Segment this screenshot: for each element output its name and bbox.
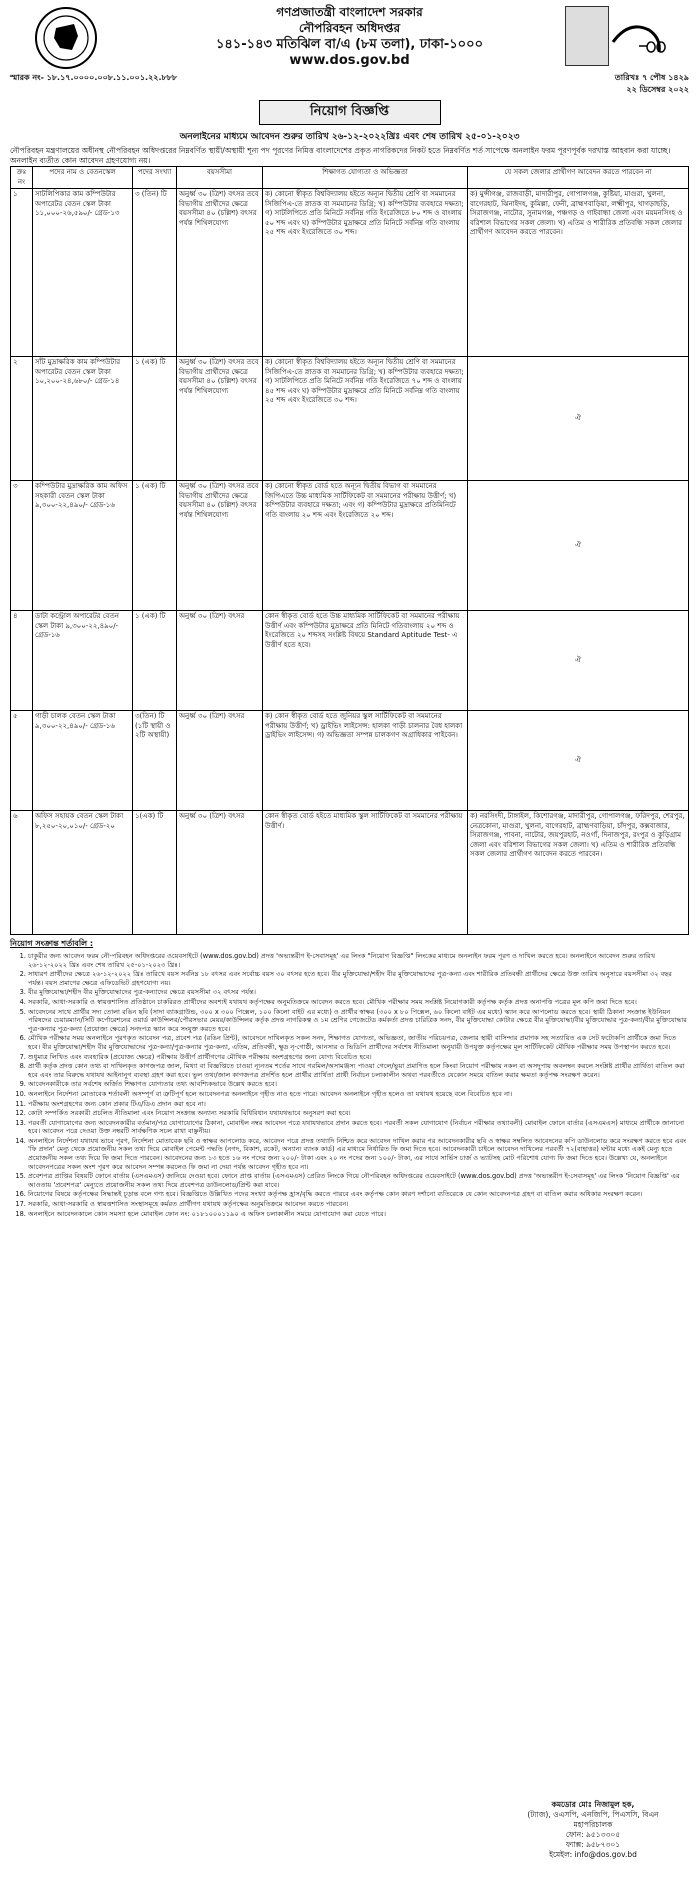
row-serial: ৪ (11, 611, 33, 711)
row-count: ১ (এক) টি (133, 481, 177, 611)
table-header-row (11, 167, 689, 189)
col-districts: যে সকল জেলার প্রার্থীগণ আবেদন করতে পারবেন না (468, 167, 689, 189)
condition-item: 6. মৌখিক পরীক্ষার সময় অনলাইনে পূরণকৃত আবেদন পত্র, প্রবেশ পত্র (রঙিন প্রিন্ট), আবেদনে দাখিলকৃত সকল সনদ, শিক্ষাগত যোগ্যতা, অভিজ্ঞতা, জাতীয় পরিচয়পত্র, জেলার স্থায়ী বাসিন্দার প্রমাণক সহ সত্যায়িত এক সেট ফটোকপি প্রার্থীকে জমা দিতে হবে। বীর মুক্তিযোদ্ধা/শহীদ বীর মুক্তিযোদ্ধাদের পুত্র-কন্যা/পুত্র-কন্যার পুত্র-কন্যা, এতিম, প্রতিবন্ধী, ক্ষুদ্র নৃ-গোষ্ঠী, আনসার ও ভিডিপি প্রার্থীদের সর্বশেষ নীতিমালা অনুযায়ী উপযুক্ত কর্তৃপক্ষের মূল সার্টিফিকেট মৌখিক পরীক্ষার সময় উপস্থাপন করতে হবে। (28, 1034, 689, 1051)
signatory-phone: ফোন: ৯৫১৩৩০৫ (565, 1830, 621, 1839)
row-serial: ২ (11, 357, 33, 481)
condition-item: 8. প্রার্থী কর্তৃক প্রদত্ত কোন তথ্য বা দাখিলকৃত কাগজপত্র জাল, মিথ্যা বা বিজ্ঞপ্তিতে চাওয়া ন্যূনতম শর্তের সাথে গরমিল/অসামঞ্জস্য পাওয়া গেলে/ভুয়া প্রমাণিত হলে কিংবা নিয়োগ পরীক্ষায় নকল বা অসদুপায় অবলম্বন করলে সংশ্লিষ্ট প্রার্থীর প্রার্থিতা বাতিল করা হবে এবং তার বিরুদ্ধে যথাযথ আইনানুগ ব্যবস্থা গ্রহণ করা হবে। ভুল তথ্য/জাল কাগজপত্র প্রদর্শিত হলে প্রার্থীর প্রার্থিতা প্রার্থী নির্বাচন চলাকালীন অথবা পরবর্তীতে যেকোন সময়ে বাতিল করার ক্ষমতা কর্তৃপক্ষ সংরক্ষণ করেন। (28, 1062, 689, 1079)
col-serial: ক্রঃ নং (11, 167, 33, 189)
row-districts: ক) মুন্সীগঞ্জ, রাজবাড়ী, মাদারীপুর, গোপালগঞ্জ, কুষ্টিয়া, মাগুরা, খুলনা, বাগেরহাট, ঝিনাইদহ, কুমিল্লা, ফেনী, ব্রাহ্মণবাড়িয়া, লক্ষ্মীপুর, খাগড়াছড়ি, সিরাজগঞ্জ, নাটোর, সুনামগঞ্জ, পঞ্চগড় ও গাইবান্ধা জেলা এবং ময়মনসিংহ ও বরিশাল বিভাগের সকল জেলা। খ) এতিম ও শারীরিক প্রতিবন্ধি সকল জেলার প্রার্থীগণ আবেদন করতে পারবেন। (468, 189, 689, 357)
letterhead (10, 4, 689, 70)
department-address: ১৪১-১৪৩ মতিঝিল বা/এ (৮ম তলা), ঢাকা-১০০০ (215, 37, 484, 52)
signature-block (503, 1800, 683, 1860)
row-education: ক) কোনো স্বীকৃত বিশ্ববিদ্যালয় হইতে অন্যূন দ্বিতীয় শ্রেণি বা সমমানের সিজিপিএ-তে স্নাতক বা সমমানের ডিগ্রি; খ) কম্পিউটার ব্যবহারে দক্ষতা; গ) সাটলিপিতে প্রতি মিনিটে সর্বনিম্ন গতি ইংরেজিতে ৮০ শব্দ ও বাংলায় ৫০ শব্দ এবং ঘ) কম্পিউটার মুদ্রাক্ষরে প্রতি মিনিটে সর্বনিম্ন গতি বাংলায় ২৫ শব্দ এবং ইংরেজিতে ৩০ শব্দ। (263, 189, 468, 357)
row-districts: ঐ (468, 711, 689, 811)
memo-number: স্মারক নং- ১৮.১৭.০০০০.০০৮.১১.০০১.২২.৮৮৮ (10, 73, 178, 82)
conditions-title: নিয়োগ সংক্রান্ত শর্তাবলি : (10, 939, 94, 948)
condition-item: 4. সরকারি, আধা-সরকারি ও স্বায়ত্তশাসিত প্রতিষ্ঠানে চাকরিরত প্রার্থীদের অবশ্যই যথাযথ কর্তৃপক্ষের অনুমতিক্রমে আবেদন করতে হবে। মৌখিক পরীক্ষার সময় সংশ্লিষ্ট নিয়োগকারী কর্তৃপক্ষ কর্তৃক প্রদত্ত অনাপত্তি পত্রের মূল কপি জমা দিতে হবে। (28, 998, 689, 1007)
row-age: অনুর্ধ্ব ৩০ (ত্রিশ) বৎসর (177, 611, 263, 711)
signatory-name: কমডোর মোঃ নিজামুল হক, (551, 1800, 635, 1809)
row-serial: ১ (11, 189, 33, 357)
row-post: সাটলিপিকার কাম কম্পিউটার অপারেটর বেতন স্কেল টাকা ১১,০০০-২৬,৫৯০/- গ্রেড-১৩ (33, 189, 133, 357)
row-post: কম্পিউটার মুদ্রাক্ষরিক কাম অফিস সহকারী বেতন স্কেল টাকা ৯,৩০০-২২,৪৯০/- গ্রেড-১৬ (33, 481, 133, 611)
condition-item: 9. আবেদনকারীকে তার সর্বশেষ অর্জিত শিক্ষাগত যোগ্যতার তথ্য আবশ্যিকভাবে উল্লেখ করতে হবে। (28, 1080, 689, 1089)
row-count: ১(এক) টি (133, 811, 177, 935)
row-education: কোন স্বীকৃত বোর্ড হতে উচ্চ মাধ্যমিক সার্টিফিকেট বা সমমানের পরীক্ষায় উত্তীর্ণ এবং কম্পিউটার মুদ্রাক্ষরে প্রতি মিনিটে গতিবাংলায় ২০ শব্দ ও ইংরেজিতে ২০ শব্দসহ সংশ্লিষ্ট বিষয়ে Standard Aptitude Test- এ উত্তীর্ণ হতে হবে। (263, 611, 468, 711)
condition-item: 13. পরবর্তী যোগাযোগের জন্য আবেদনকারীর বর্তমান/পত্র যোগাযোগের ঠিকানা, মোবাইল নম্বর আবেদন পত্রে যথাযথভাবে প্রদান করতে হবে। পরবর্তী সকল যোগাযোগ (নির্বাচন পরীক্ষার তথ্যাবলী) মোবাইল ফোনে বার্তার (এসএমএস) মাধ্যমে প্রার্থীকে জানানো হবে। আবেদন পত্রে দেওয়া উক্ত নম্বরটি সার্বক্ষণিক সচল রাখা বাঞ্ছনীয়। (28, 1119, 689, 1136)
condition-item: 1. চাকুরীর জন্য আবেদন ফরম নৌ-পরিবহন অধিদপ্তরের ওয়েবসাইটে (www.dos.gov.bd) প্রদত্ত 'অভ্যন্তরীণ ই-সেবাসমূহ' এর লিংক "নিয়োগ বিজ্ঞপ্তি" লিংকের মাধ্যমে অনলাইন ফরম পূরণ ও দাখিল করতে হবে। অনলাইনে আবেদন শুরুর তারিখ ২৬-১২-২০২২ খ্রিঃ এবং শেষ তারিখ ২৫-০১-২০২৩ খ্রিঃ। (28, 952, 689, 969)
signatory-email[interactable]: ইমেইল: info@dos.gov.bd (549, 1850, 637, 1859)
row-education: ক) কোনো স্বীকৃত বিশ্ববিদ্যালয় হইতে অন্যূন দ্বিতীয় শ্রেণি বা সমমানের সিজিপিএ-তে স্নাতক বা সমমানের ডিগ্রি; খ) কম্পিউটার ব্যবহারে দক্ষতা; গ) সাটলিপিতে প্রতি মিনিটে সর্বনিম্ন গতি ইংরেজিতে ৭০ শব্দ ও বাংলায় ৪৫ শব্দ এবং ঘ) কম্পিউটার মুদ্রাক্ষরে প্রতি মিনিটে সর্বনিম্ন গতি বাংলায় ২৫ শব্দ এবং ইংরেজিতে ৩০ শব্দ। (263, 357, 468, 481)
notice-intro: নৌপরিবহন মন্ত্রণালয়ের অধীনস্থ নৌপরিবহন অধিদপ্তরের নিম্নবর্ণিত স্থায়ী/অস্থায়ী শূন্য পদ পূরণের নিমিত্ত বাংলাদেশের প্রকৃত নাগরিকদের নিকট হতে নিম্নবর্ণিত শর্ত সাপেক্ষে অনলাইন ফরম পূরণপূর্বক দরখাস্ত আহবান করা যাচ্ছে। অনলাইন ব্যতীত কোন আবেদন গ্রহণযোগ্য নয়। (10, 146, 671, 165)
notice-title: নিয়োগ বিজ্ঞপ্তি (259, 100, 441, 125)
condition-item: 3. বীর মুক্তিযোদ্ধা/শহীদ বীর মুক্তিযোদ্ধাদের পুত্র-কন্যাদের ক্ষেত্রে বয়সসীমা ৩২ বৎসর পর্যন্ত। (28, 988, 689, 997)
row-age: অনুর্ধ্ব ৩০ (ত্রিশ) বৎসর (177, 811, 263, 935)
table-row (11, 811, 689, 935)
table-row (11, 481, 689, 611)
date-bangla: ৭ পৌষ ১৪২৯ (642, 73, 689, 82)
row-serial: ৫ (11, 711, 33, 811)
date-label: তারিখঃ (614, 73, 640, 82)
memo-line (10, 72, 689, 96)
row-post: ডাটা কন্ট্রোল অপারেটর বেতন স্কেল টাকা ৯,৩০০-২২,৪৯০/- গ্রেড-১৬ (33, 611, 133, 711)
col-education: শিক্ষাগত যোগ্যতা ও অভিজ্ঞতা (263, 167, 468, 189)
condition-item: 10. অনলাইনে নির্দেশনা মোতাবেক শর্তাবলী অসম্পূর্ণ বা ত্রুটিপূর্ণ হলে আবেদনপত্র অনলাইনে গৃহীত নাও হতে পারে। আবেদন অনলাইনে গৃহীত হলেও তা যথাযথ হয়েছে বলে বিবেচিত হবে না। (28, 1090, 689, 1099)
row-post: সাঁট মুদ্রাক্ষরিক কাম কম্পিউটার অপারেটর বেতন স্কেল টাকা ১০,২০০-২৪,৬৮০/- গ্রেড-১৪ (33, 357, 133, 481)
signatory-rank: (ট্যাজ), ওএসপি, এনজিপি, পিএসসি, বিএন (527, 1810, 659, 1819)
condition-item: 18. অনলাইনে আবেদনকালে কোন সমস্যা হলে মোবাইল ফোন নং: ০১৮১০০০১১৯০ এ অফিস চলাকালীন সময়ে যোগাযোগ করা যেতে পারে। (28, 1210, 689, 1219)
row-post: গাড়ী চালক বেতন স্কেল টাকা ৯,৩০০-২২,৪৯০/- গ্রেড-১৬ (33, 711, 133, 811)
row-age: অনুর্ধ্ব ৩০ (ত্রিশ) বৎসর তবে বিভাগীয় প্রার্থীদের ক্ষেত্রে বয়সসীমা ৪০ (চল্লিশ) বৎসর পর্যন্ত শিথিলযোগ্য (177, 357, 263, 481)
col-post: পদের নাম ও বেতনস্কেল (33, 167, 133, 189)
signatory-title: মহাপরিচালক (573, 1820, 613, 1829)
portrait-photo (565, 6, 609, 66)
row-districts: ঐ (468, 481, 689, 611)
row-education: ক) কোন স্বীকৃত বোর্ড হতে জুনিয়র স্কুল সার্টিফিকেট বা সমমানের পরীক্ষায় উত্তীর্ণ; খ) ড্রাইভিং লাইসেন্স: হালকা গাড়ী চালনার বৈধ হালকা ড্রাইভিং লাইসেন্স। গ) অভিজ্ঞতা সম্পন্ন চালকগণ অগ্রাধিকার পাইবেন। (263, 711, 468, 811)
condition-item: 2. সাধারণ প্রার্থীদের ক্ষেত্রে ২৬-১২-২০২২ খ্রিঃ তারিখে বয়স সর্বনিম্ন ১৮ বৎসর এবং সর্বোচ্চ বয়স ৩০ বৎসর হতে হবে। বীর মুক্তিযোদ্ধা/শহীদ বীর মুক্তিযোদ্ধাদের পুত্র-কন্যা এবং শারীরিক প্রতিবন্ধী প্রার্থীদের ক্ষেত্রে উক্ত তারিখ অনুসারে বয়সসীমা ৩২ বছর পর্যন্ত। বয়স প্রমাণের ক্ষেত্রে এফিডেভিট গ্রহণযোগ্য নয়। (28, 970, 689, 987)
date-english: ২২ ডিসেম্বর ২০২২ (626, 85, 689, 94)
condition-item: 11. পরীক্ষায় অংশগ্রহণের জন্য কোন প্রকার টিএ/ডিএ প্রদান করা হবে না। (28, 1100, 689, 1109)
row-count: ৩ (তিন) টি (133, 189, 177, 357)
row-age: অনুর্ধ্ব ৩০ (ত্রিশ) বৎসর তবে বিভাগীয় প্রার্থীদের ক্ষেত্রে বয়সসীমা ৪০ (চল্লিশ) বৎসর পর্যন্ত শিথিলযোগ্য (177, 189, 263, 357)
department-website: www.dos.gov.bd (289, 53, 410, 68)
row-education: কোন স্বীকৃত বোর্ড হইতে মাধ্যমিক স্কুল সার্টিফিকেট বা সমমানের পরীক্ষায় উত্তীর্ণ। (263, 811, 468, 935)
row-serial: ৩ (11, 481, 33, 611)
application-dates: অনলাইনের মাধ্যমে আবেদন শুরুর তারিখ ২৬-১২-২০২২খ্রিঃ এবং শেষ তারিখ ২৫-০১-২০২৩ (179, 132, 520, 142)
signatory-fax: ফ্যাক্স: ৯৫৮৭৩০১ (565, 1840, 621, 1849)
row-districts: ঐ (468, 611, 689, 711)
condition-item: 15. প্রবেশপত্র প্রাপ্তির বিষয়টি ফোনে বার্তায় (এসএমএস) জানিয়ে দেওয়া হবে। ফোনে প্রাপ্ত বার্তায় (এসএমএস) প্রেরিত লিংকে গিয়ে নৌপরিবহন অধিদপ্তরের ওয়েবসাইটে (www.dos.gov.bd) প্রদত্ত 'অভ্যন্তরীণ ই-সেবাসমূহ' এর লিংক 'নিয়োগ বিজ্ঞপ্তি' এর আওতায় 'প্রবেশপত্র' মেন্যুতে প্রয়োজনীয় সকল তথ্য দিয়ে প্রবেশপত্র ডাউনলোড/প্রিন্ট করা যাবে। (28, 1172, 689, 1189)
row-count: ৩(তিন) টি (১টি স্থায়ী ও ২টি অস্থায়ী) (133, 711, 177, 811)
row-education: ক) কোনো স্বীকৃত বোর্ড হতে অন্যূন দ্বিতীয় বিভাগ বা সমমানের জিপিএতে উচ্চ মাধ্যমিক সার্টিফিকেট বা সমমানের পরীক্ষায় উত্তীর্ণ; খ) কম্পিউটার ব্যবহারে দক্ষতা; এবং গ) কম্পিউটার মুদ্রাক্ষরে প্রতিমিনিটে গতি বাংলায় ২০ শব্দ এবং ইংরেজিতে ২০ শব্দ। (263, 481, 468, 611)
vacancy-table (10, 166, 689, 935)
table-row (11, 189, 689, 357)
col-count: পদের সংখ্যা (133, 167, 177, 189)
table-row (11, 611, 689, 711)
condition-item: 5. আবেদনের সাথে প্রার্থীর সদ্য তোলা রঙিন ছবি (সাদা ব্যাকগ্রাউন্ড, ৩০০ x ৩০০ পিক্সেল, ১০০ কিলো বাইট এর মধ্যে) ও প্রার্থীর স্বাক্ষর (৩০০ x ৮০ পিক্সেল, ৬০ কিলো বাইট এর মধ্যে) স্ক্যান করে আপলোড করতে হবে। স্থায়ী ঠিকানা সংক্রান্ত ইউনিয়ন পরিষদের চেয়ারম্যান/সিটি কর্পোরেশনের ওয়ার্ড কাউন্সিলর/পৌরসভার মেয়র/কাউন্সিলর কর্তৃক প্রদত্ত নাগরিকত্ব ও ১ম শ্রেণির গেজেটেড কর্মকর্তা প্রদত্ত চারিত্রিক সনদ, বীর মুক্তিযোদ্ধা কোটার ক্ষেত্রে বীর মুক্তিযোদ্ধা/বীর মুক্তিযোদ্ধার পুত্র-কন্যা/বীর মুক্তিযোদ্ধার পুত্র-কন্যার পুত্র-কন্যা (প্রযোজ্য ক্ষেত্রে) সনদপত্র স্ক্যান করে সংযুক্ত করতে হবে। (28, 1008, 689, 1034)
memo-date (615, 72, 689, 96)
conditions-list (10, 952, 689, 1218)
col-age: বয়সসীমা (177, 167, 263, 189)
condition-item: 17. সরকারি, আধা-সরকারি ও স্বায়ত্তশাসিত সংস্থাসমূহে কর্মরত প্রার্থীগণ যথাযথ কর্তৃপক্ষের অনুমতিক্রমে আবেদন করতে পারবেন। (28, 1200, 689, 1209)
condition-item: 12. কোটা সম্পর্কিত সরকারী প্রচলিত নীতিমালা এবং নিয়োগ সংক্রান্ত অন্যান্য সরকারি বিধিবিধান যথাযথভাবে অনুসরণ করা হবে। (28, 1109, 689, 1118)
row-age: অনুর্ধ্ব ৩০ (ত্রিশ) বৎসর তবে বিভাগীয় প্রার্থীদের ক্ষেত্রে বয়সসীমা ৪০ (চল্লিশ) বৎসর পর্যন্ত শিথিলযোগ্য (177, 481, 263, 611)
department-name: নৌপরিবহন অধিদপ্তর (298, 21, 401, 35)
row-post: অফিস সহায়ক বেতন স্কেল টাকা ৮,২৫০-২০,০১০/- গ্রেড-২০ (33, 811, 133, 935)
condition-item: 14. অনলাইনে নির্দেশনা যথাযথ ভাবে পূরণ, নির্দেশনা মোতাবেক ছবি ও স্বাক্ষর আপলোড করে, আবেদন পত্রে প্রদত্ত তথ্যাদি নিশ্চিত করে আবেদন দাখিল করার পর আবেদনকারীর ছবি ও স্বাক্ষর সম্বলিত আবেদনের কপি ডাউনলোড করে সংরক্ষণ করতে হবে এবং 'ফি প্রদান' মেন্যু থেকে প্রয়োজনীয় সকল তথ্য দিয়ে মোবাইল পেমেন্ট পদ্ধতি (নগদ, বিকাশ, রকেট, অন্যান্য ব্যাংক কার্ড) এর মাধ্যমে নির্ধারিত ফি জমা দিতে হবে। আবেদনকারী চাইলে আবেদন দাখিলের পরবর্তী ৭২(বাহাত্তর) ঘন্টার মধ্যে একই মেন্যু হতে প্রয়োজনীয় সকল তথ্য দিয়ে ফি জমা দিতে পারবেন। আবেদনের জন্য ১৩ হতে ১৬ নং পদের জন্য ২০০/- টাকা এবং ২০ নং পদের জন্য ১০০/- টাকা, এর সাথে সার্ভিস চার্জ ও ভ্যাটসহ মোট পরিশোধ যোগ্য ফি জমা দিতে হবে। উল্লেখ্য যে, অনলাইনে আবেদনপত্রের সকল অংশ পূরণ করে আবেদন সম্পন্ন করলেও ফি জমা না দেয়া পর্যন্ত আবেদন গৃহীত হবে না। (28, 1137, 689, 1171)
row-count: ১ (এক) টি (133, 611, 177, 711)
mujib-100-logo-icon (609, 12, 667, 62)
row-count: ১ (এক) টি (133, 357, 177, 481)
condition-item: 7. শুধুমাত্র লিখিত এবং ব্যবহারিক (প্রযোজ্য ক্ষেত্রে) পরীক্ষায় উত্তীর্ণ প্রার্থীগণের মৌখিক পরীক্ষায় অংশগ্রহণের জন্য যোগ্য বিবেচিত হবে। (28, 1053, 689, 1062)
government-seal-icon (34, 6, 98, 70)
row-serial: ৬ (11, 811, 33, 935)
condition-item: 16. নিয়োগের বিষয়ে কর্তৃপক্ষের সিদ্ধান্তই চূড়ান্ত বলে গণ্য হবে। বিজ্ঞপ্তিতে উল্লিখিত পদের সংখ্যা কর্তৃপক্ষ হ্রাস/বৃদ্ধি করতে পারবে এবং কর্তৃপক্ষ কোন কারণ দর্শানো ব্যতিরেকে যে কোন আবেদনপত্র গ্রহণ বা বাতিল করার অধিকার সংরক্ষণ করেন। (28, 1190, 689, 1199)
row-districts: ক) নরসিংদী, টাঙ্গাইল, কিশোরগঞ্জ, মাদারীপুর, গোপালগঞ্জ, ফরিদপুর, শেরপুর, নেত্রকোনা, মাগুরা, খুলনা, বাগেরহাট, ব্রাহ্মণবাড়িয়া, চাঁদপুর, কক্সবাজার, সিরাজগঞ্জ, পাবনা, নাটোর, জয়পুরহাট, নওগাঁ, দিনাজপুর, রংপুর ও কুড়িগ্রাম জেলা এবং বরিশাল বিভাগের সকল জেলা। খ) এতিম ও শারীরিক প্রতিবন্ধি সকল জেলার প্রার্থীগণ আবেদন করতে পারবেন। (468, 811, 689, 935)
row-districts: ঐ (468, 357, 689, 481)
table-row (11, 711, 689, 811)
table-row (11, 357, 689, 481)
row-age: অনুর্ধ্ব ৩০ (ত্রিশ) বৎসর (177, 711, 263, 811)
govt-name: গণপ্রজাতন্ত্রী বাংলাদেশ সরকার (276, 5, 423, 19)
